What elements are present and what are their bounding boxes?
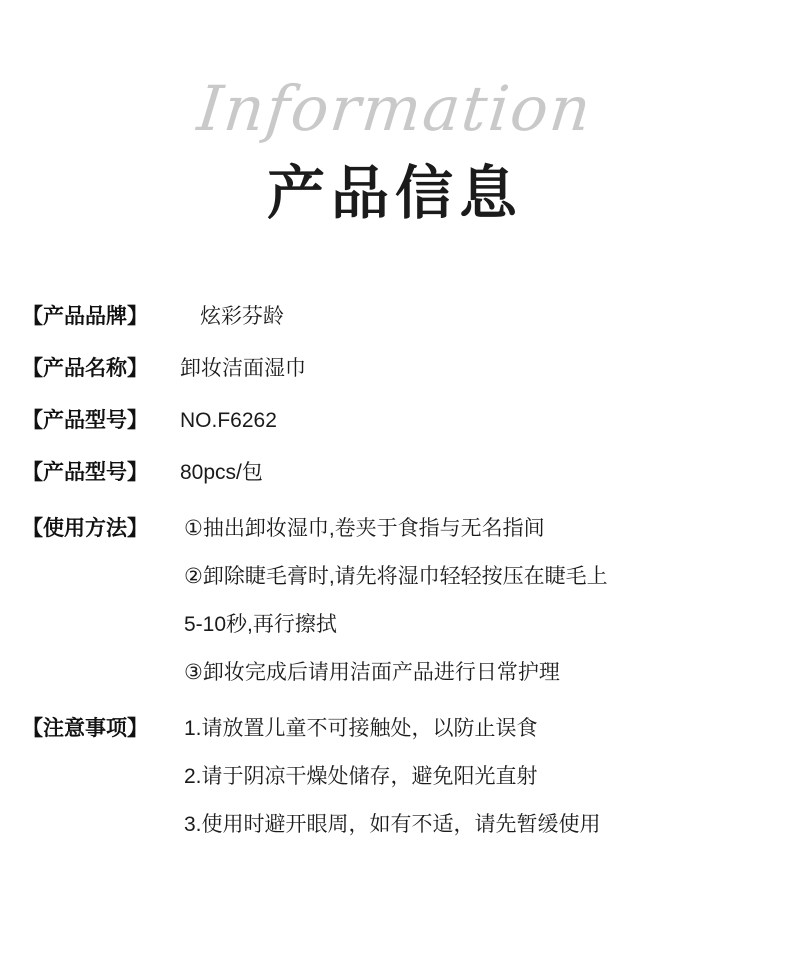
page-header [0, 0, 790, 270]
info-label-quantity: 【产品型号】 [22, 461, 148, 484]
info-label-cautions: 【注意事项】 [22, 717, 148, 740]
info-label-model: 【产品型号】 [22, 409, 148, 432]
info-value-model [170, 404, 768, 438]
info-value-line: NO.F6262 [180, 409, 277, 432]
info-value-name [170, 352, 768, 386]
info-value-line: 炫彩芬龄 [200, 305, 284, 328]
info-label-brand: 【产品品牌】 [22, 305, 148, 328]
info-value-line: ①抽出卸妆湿巾,卷夹于食指与无名指间 [184, 517, 545, 540]
info-row-model [22, 404, 768, 438]
info-row-quantity [22, 456, 768, 490]
info-value-line: ②卸除睫毛膏时,请先将湿巾轻轻按压在睫毛上 [184, 565, 608, 588]
info-value-line: 80pcs/包 [180, 461, 263, 484]
info-row-brand [22, 300, 768, 334]
info-row-cautions [22, 712, 768, 842]
info-value-line: 3.使用时避开眼周，如有不适，请先暂缓使用 [184, 813, 601, 836]
info-value-brand [170, 300, 768, 334]
info-value-line: 1.请放置儿童不可接触处，以防止误食 [184, 717, 538, 740]
info-row-usage [22, 512, 768, 690]
info-value-quantity [170, 456, 768, 490]
decorative-script-title: Information [194, 72, 596, 145]
info-value-line: 2.请于阴凉干燥处储存，避免阳光直射 [184, 765, 538, 788]
info-value-usage [170, 512, 768, 690]
info-value-cautions [170, 712, 768, 842]
info-value-line: ③卸妆完成后请用洁面产品进行日常护理 [184, 661, 560, 684]
info-value-line: 5-10秒,再行擦拭 [184, 613, 337, 636]
product-info-list [0, 300, 790, 860]
info-label-name: 【产品名称】 [22, 357, 148, 380]
info-label-usage: 【使用方法】 [22, 517, 148, 540]
page-title: 产品信息 [266, 159, 523, 227]
info-value-line: 卸妆洁面湿巾 [180, 357, 306, 380]
info-row-name [22, 352, 768, 386]
